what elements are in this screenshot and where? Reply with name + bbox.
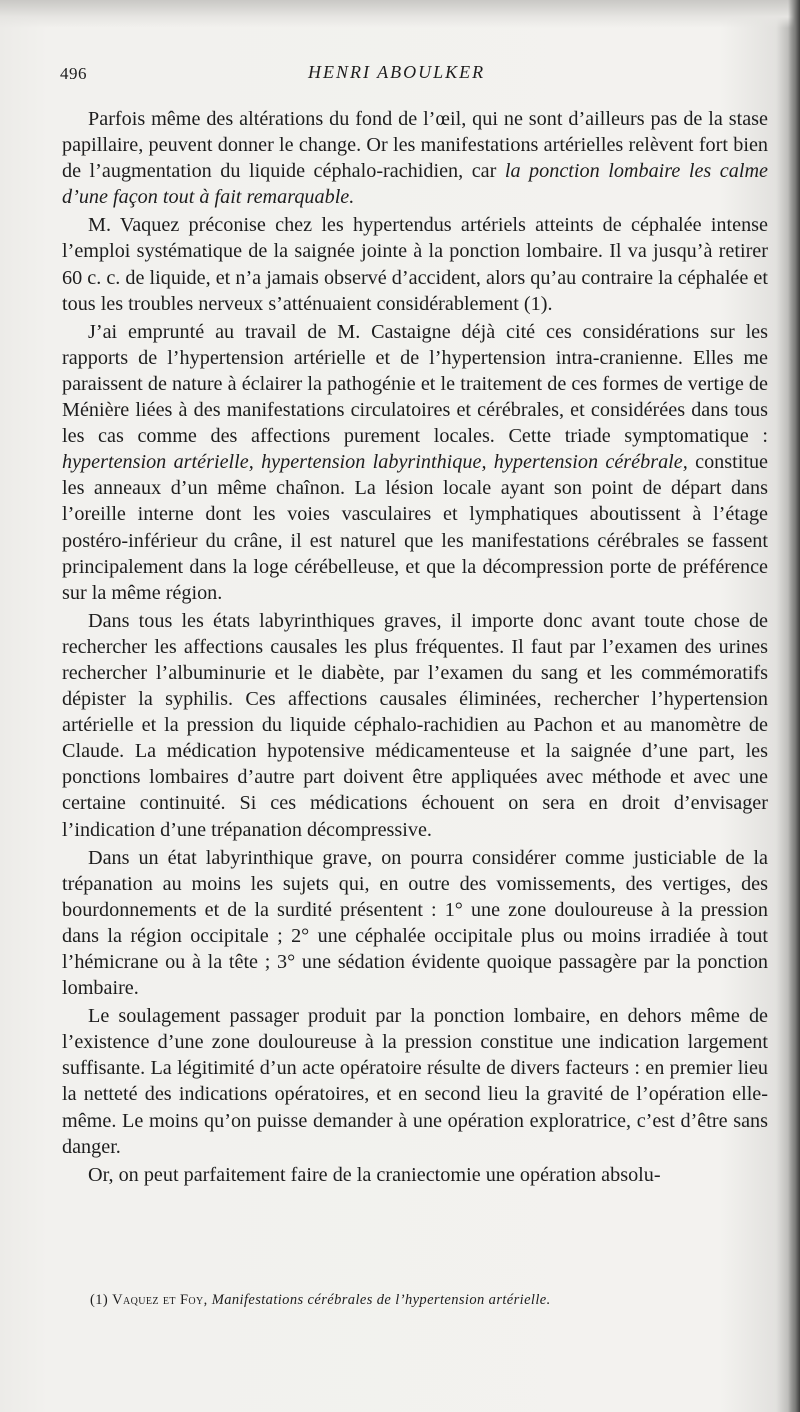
footnote-marker: (1) [90,1292,109,1308]
page-top-shadow [0,0,800,28]
paragraph [62,212,768,316]
page-number: 496 [60,64,87,83]
italic-text: la ponction lombaire les calme d’une façon tout à fait remarquable. [62,160,768,209]
italic-text: hypertension artérielle, hypertension labyrinthique, hypertension cérébrale, [62,451,688,474]
paragraph-text: Le soulagement passager produit par la ponction lombaire, en dehors même de l’existence d’une zone douloureuse à la pression constitue une indication largement suffisante. La légitimité d’un acte opératoire résulte de divers facteurs : en premier lieu la netteté des indications opératoires, et en second lieu la gravité de l’opération elle-même. Le moins qu’on puisse demander à une opération exploratrice, c’est d’être sans danger. [62,1005,768,1158]
paragraph [62,319,768,606]
paragraph-text: Dans tous les états labyrinthiques graves, il importe donc avant toute chose de rechercher les affections causales les plus fréquentes. Il faut par l’examen des urines rechercher l’albuminurie et le diabète, par l’examen du sang et les commémoratifs dépister la syphilis. Ces affections causales éliminées, rechercher l’hypertension artérielle et la pression du liquide céphalo-rachidien au Pachon et au manomètre de Claude. La médication hypotensive médicamenteuse et la saignée d’une part, les ponctions lombaires d’autre part doivent être appliquées avec méthode et avec une certaine continuité. Si ces médications échouent on sera en droit d’envisager l’indication d’une trépanation décompressive. [62,609,768,841]
running-head: HENRI ABOULKER [308,62,486,82]
paragraph-text: constitue les anneaux d’un même chaînon. La lésion locale ayant son point de départ dans l’oreille interne dont les voies vasculaires et lymphatiques aboutissent à l’étage postéro-inférieur du crâne, il est naturel que les manifestations cérébrales se fassent principalement dans la loge cérébelleuse, et que la décompression porte de préférence sur la même région. [62,451,768,604]
paragraph [62,1003,768,1160]
paragraph [62,106,768,210]
paragraph-text: M. Vaquez préconise chez les hypertendus artériels atteints de céphalée intense l’emploi systématique de la saignée jointe à la ponction lombaire. Il va jusqu’à retirer 60 c. c. de liquide, et n’a jamais observé d’accident, alors qu’au contraire la céphalée et tous les troubles nerveux s’atténuaient considérablement (1). [62,214,768,315]
page-binding-edge [788,0,800,1412]
paragraph-text: Dans un état labyrinthique grave, on pourra considérer comme justiciable de la trépanation au moins les sujets qui, en outre des vomissements, des vertiges, des bourdonnements et de la surdité présentent : 1° une zone douloureuse à la pression dans la région occipitale ; 2° une céphalée occipitale plus ou moins irradiée à tout l’hémicrane ou à la tête ; 3° une sédation évidente quoique passagère par la ponction lombaire. [62,846,768,1000]
paragraph-text: J’ai emprunté au travail de M. Castaigne déjà cité ces considérations sur les rapports de l’hypertension artérielle et de l’hypertension intra-cranienne. Elles me paraissent de nature à éclairer la pathogénie et le traitement de ces formes de vertige de Ménière liées à des manifestations circulatoires et cérébrales, et considérées dans tous les cas comme des affections purement locales. Cette triade symptomatique : [62,320,768,448]
footnote-title: Manifestations cérébrales de l’hypertension artérielle. [211,1292,551,1308]
paragraph [62,845,768,1002]
footnote [90,1292,730,1309]
footnote-authors: Vaquez et Foy, [112,1292,208,1308]
paragraph-text: Or, on peut parfaitement faire de la craniectomie une opération absolu- [88,1163,661,1186]
paragraph [62,1162,768,1188]
paragraph-text: Parfois même des altérations du fond de l’œil, qui ne sont d’ailleurs pas de la stase papillaire, peuvent donner le change. Or les manifestations artérielles relèvent fort bien de l’augmentation du liquide céphalo-rachidien, car [62,108,768,183]
paragraph [62,608,768,843]
page-header [60,64,760,88]
body-text [62,106,768,1188]
